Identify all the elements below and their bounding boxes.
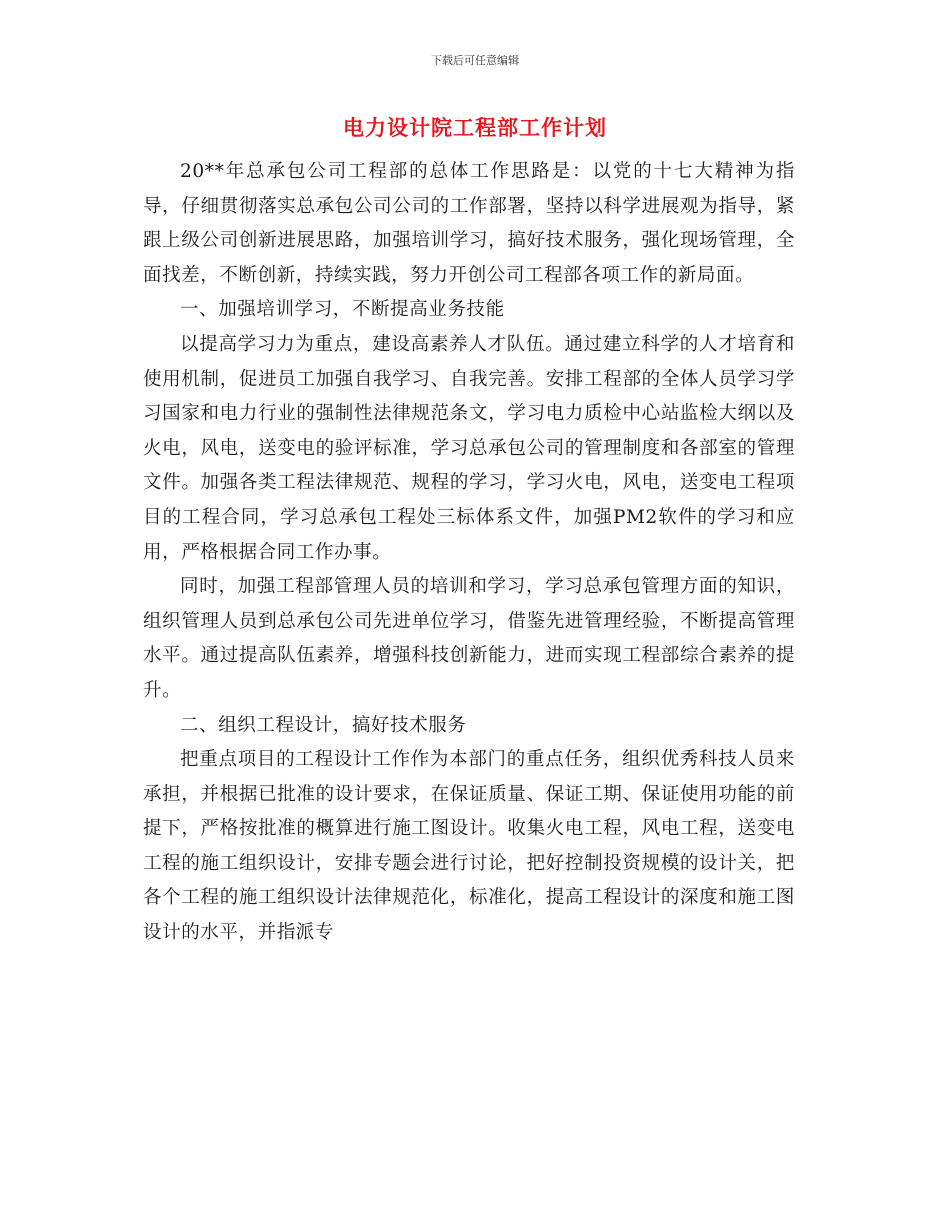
document-body bbox=[143, 155, 795, 951]
section-heading-1: 一、加强培训学习，不断提高业务技能 bbox=[180, 299, 505, 321]
paragraph-training: 以提高学习力为重点，建设高素养人才队伍。通过建立科学的人才培育和使用机制，促进员工加强自我学习、自我完善。安排工程部的全体人员学习学习国家和电力行业的强制性法律规范条文，学习电力质检中心站监检大纲以及火电，风电，送变电的验评标准，学习总承包公司的管理制度和各部室的管理文件。加强各类工程法律规范、规程的学习，学习火电，风电，送变电工程项目的工程合同，学习总承包工程处三标体系文件，加强PM2软件的学习和应用，严格根据合同工作办事。 bbox=[143, 333, 795, 563]
section-heading-2: 二、组织工程设计，搞好技术服务 bbox=[180, 714, 467, 736]
paragraph-intro: 20**年总承包公司工程部的总体工作思路是：以党的十七大精神为指导，仔细贯彻落实总承包公司公司的工作部署，坚持以科学进展观为指导，紧跟上级公司创新进展思路，加强培训学习，搞好技术服务，强化现场管理，全面找差，不断创新，持续实践，努力开创公司工程部各项工作的新局面。 bbox=[143, 161, 795, 286]
document-title: 电力设计院工程部工作计划 bbox=[343, 116, 607, 140]
header-note: 下载后可任意编辑 bbox=[431, 54, 519, 67]
paragraph-design: 把重点项目的工程设计工作作为本部门的重点任务，组织优秀科技人员来承担，并根据已批准的设计要求，在保证质量、保证工期、保证使用功能的前提下，严格按批准的概算进行施工图设计。收集火电工程，风电工程，送变电工程的施工组织设计，安排专题会进行讨论，把好控制投资规模的设计关，把各个工程的施工组织设计法律规范化，标准化，提高工程设计的深度和施工图设计的水平，并指派专 bbox=[143, 749, 795, 944]
paragraph-management-training: 同时，加强工程部管理人员的培训和学习，学习总承包管理方面的知识，组织管理人员到总承包公司先进单位学习，借鉴先进管理经验，不断提高管理水平。通过提高队伍素养，增强科技创新能力，进而实现工程部综合素养的提升。 bbox=[143, 576, 795, 701]
